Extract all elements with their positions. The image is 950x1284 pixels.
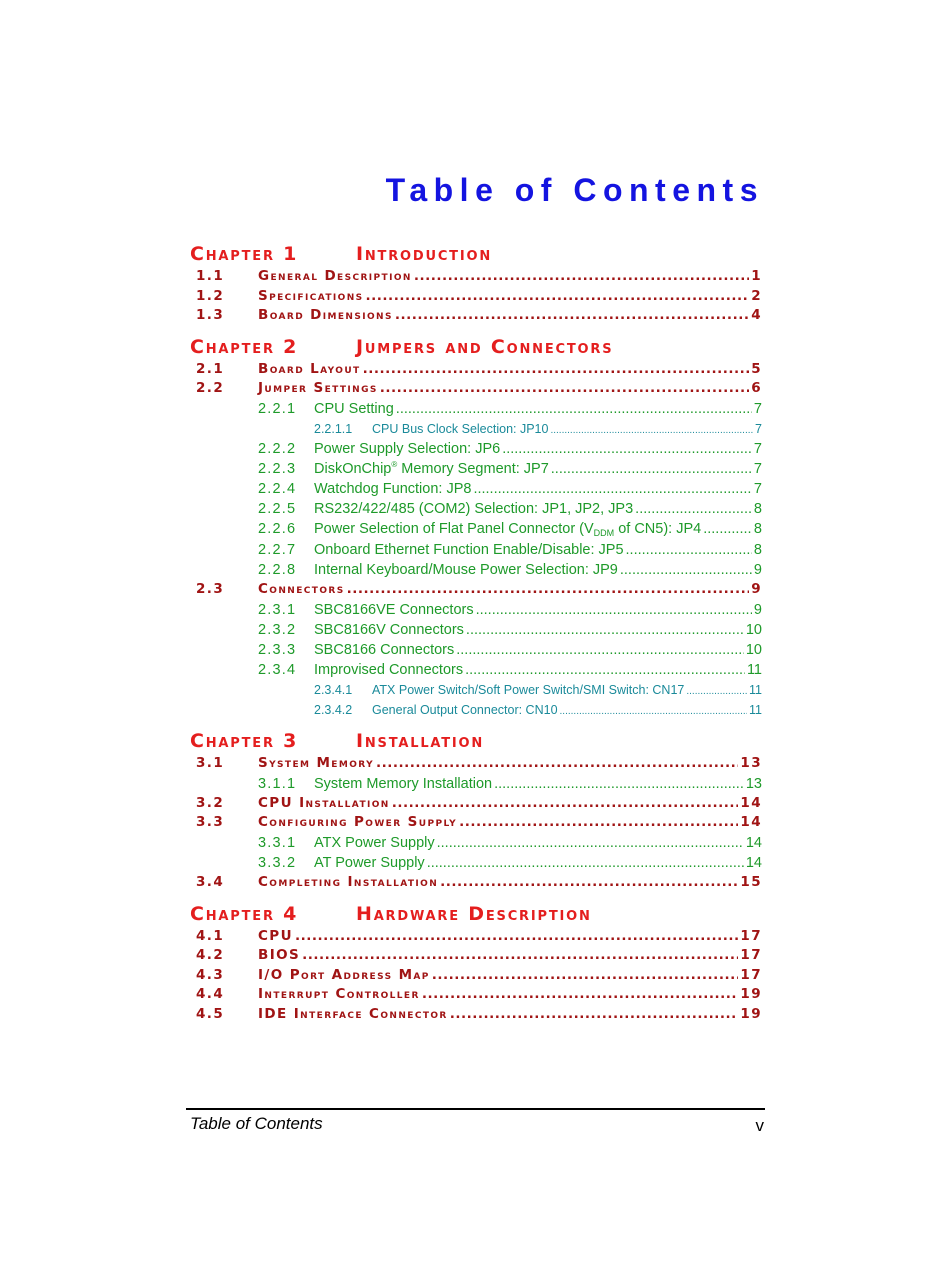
dot-leader	[450, 1005, 739, 1025]
entry-number: 2.3.2	[258, 621, 297, 638]
entry-title	[314, 620, 464, 640]
entry-title-text: Power Supply Selection: JP6	[314, 440, 501, 457]
entry-page-number: 8	[753, 541, 762, 558]
toc-entry-level-1[interactable]	[190, 379, 762, 399]
dot-leader	[414, 267, 749, 287]
footer-divider	[186, 1108, 765, 1110]
footer-title: Table of Contents	[190, 1114, 323, 1133]
chapter-label: Chapter 2	[190, 335, 299, 358]
toc-entry-level-2[interactable]	[190, 660, 762, 680]
dot-leader	[635, 499, 752, 519]
entry-title-continued: Memory Segment: JP7	[397, 460, 549, 477]
entry-number: 3.2	[196, 794, 225, 811]
entry-title-text: Board Dimensions	[258, 307, 393, 323]
entry-number: 4.5	[196, 1005, 225, 1022]
entry-page-number: 9	[753, 601, 762, 618]
entry-title	[314, 833, 435, 853]
toc-entry-level-1[interactable]	[190, 360, 762, 380]
entry-title	[372, 680, 684, 700]
toc-entry-level-2[interactable]	[190, 499, 762, 519]
entry-title	[314, 479, 471, 499]
entry-title	[258, 360, 361, 380]
entry-title	[314, 640, 454, 660]
entry-title	[372, 419, 548, 439]
entry-title	[258, 813, 457, 833]
dot-leader	[456, 640, 744, 660]
entry-number: 2.3.1	[258, 601, 297, 618]
entry-title	[258, 379, 378, 399]
chapter-title: Introduction	[356, 243, 493, 265]
entry-page-number: 8	[753, 501, 762, 518]
entry-title	[258, 267, 412, 287]
entry-page-number: 17	[740, 947, 762, 964]
entry-title	[314, 600, 474, 620]
entry-page-number: 7	[753, 481, 762, 498]
toc-entry-level-2[interactable]	[190, 479, 762, 499]
entry-number: 1.3	[196, 307, 225, 323]
entry-title-text: Interrupt Controller	[258, 986, 420, 1003]
entry-title-text: BIOS	[258, 947, 301, 964]
entry-title-text: Power Selection of Flat Panel Connector (V	[314, 521, 594, 538]
entry-title-text: Watchdog Function: JP8	[314, 481, 472, 498]
toc-entry-level-3[interactable]	[190, 680, 762, 700]
entry-title	[258, 794, 390, 814]
dot-leader	[465, 660, 745, 680]
entry-number: 3.3	[196, 814, 225, 831]
dot-leader	[437, 833, 744, 853]
toc-entry-level-1[interactable]	[190, 1005, 762, 1025]
entry-title-text: Connectors	[258, 581, 345, 597]
entry-number: 2.3.4.2	[314, 703, 353, 718]
toc-entry-level-1[interactable]	[190, 927, 762, 947]
entry-number: 4.2	[196, 947, 225, 964]
entry-page-number: 7	[753, 460, 762, 477]
entry-page-number: 2	[751, 287, 762, 304]
entry-number: 2.3.4	[258, 662, 297, 679]
entry-title-text: System Memory	[258, 755, 375, 772]
toc-entry-level-1[interactable]	[190, 287, 762, 307]
entry-page-number: 13	[740, 755, 762, 772]
dot-leader	[295, 927, 738, 947]
entry-number: 3.3.1	[258, 834, 297, 851]
entry-number: 2.2.3	[258, 460, 297, 477]
toc-entry-level-1[interactable]	[190, 813, 762, 833]
entry-page-number: 13	[745, 775, 762, 792]
dot-leader	[432, 966, 739, 986]
entry-title-text: Specifications	[258, 287, 364, 304]
entry-number: 2.2.5	[258, 501, 297, 518]
entry-page-number: 17	[740, 966, 762, 983]
dot-leader	[494, 774, 744, 794]
entry-title-text: SBC8166V Connectors	[314, 621, 464, 638]
entry-page-number: 9	[753, 561, 762, 578]
entry-number: 3.1	[196, 755, 225, 772]
toc-entry-level-2[interactable]	[190, 560, 762, 580]
entry-title	[314, 560, 618, 580]
dot-leader	[473, 479, 751, 499]
entry-title	[258, 927, 293, 947]
entry-title-text: SBC8166VE Connectors	[314, 601, 474, 618]
entry-title-text: I/O Port Address Map	[258, 966, 430, 983]
entry-title	[314, 853, 425, 873]
entry-title	[314, 459, 549, 479]
entry-number: 3.3.2	[258, 855, 297, 872]
entry-title-continued: of CN5): JP4	[614, 521, 702, 538]
entry-title	[258, 754, 374, 774]
entry-title-text: ATX Power Switch/Soft Power Switch/SMI Switch: CN17	[372, 683, 685, 698]
entry-page-number: 10	[745, 621, 762, 638]
chapter-heading[interactable]	[190, 728, 762, 754]
entry-page-number: 4	[751, 307, 762, 323]
entry-page-number: 15	[740, 874, 762, 891]
toc-entry-level-1[interactable]	[190, 794, 762, 814]
entry-number: 2.2.1	[258, 400, 297, 417]
registered-mark: ®	[391, 459, 398, 469]
footer-page-number: v	[755, 1116, 764, 1135]
toc-entry-level-2[interactable]	[190, 459, 762, 479]
entry-number: 2.2.8	[258, 561, 297, 578]
chapter-label: Chapter 4	[190, 902, 299, 925]
entry-title	[314, 439, 500, 459]
dot-leader	[466, 620, 744, 640]
entry-title-text: SBC8166 Connectors	[314, 641, 455, 658]
dot-leader	[686, 680, 747, 700]
page-title: Table of Contents	[385, 172, 764, 208]
entry-title-text: Completing Installation	[258, 874, 439, 891]
dot-leader	[392, 794, 739, 814]
toc-entry-level-1[interactable]	[190, 306, 762, 326]
entry-page-number: 7	[753, 440, 762, 457]
toc-entry-level-3[interactable]	[190, 419, 762, 439]
toc-entry-level-2[interactable]	[190, 853, 762, 873]
entry-page-number: 14	[745, 834, 762, 851]
entry-title	[258, 946, 300, 966]
dot-leader	[395, 306, 749, 326]
toc-entry-level-2[interactable]	[190, 399, 762, 419]
chapter-label: Chapter 3	[190, 730, 299, 753]
dot-leader	[620, 560, 752, 580]
chapter-heading[interactable]	[190, 901, 762, 927]
entry-title	[258, 580, 345, 600]
entry-title	[314, 499, 633, 519]
toc-entry-level-2[interactable]	[190, 519, 762, 539]
entry-page-number: 11	[749, 683, 762, 698]
entry-title	[314, 519, 701, 539]
dot-leader	[560, 700, 747, 720]
toc-entry-level-1[interactable]	[190, 267, 762, 287]
toc-entry-level-1[interactable]	[190, 985, 762, 1005]
dot-leader	[380, 379, 749, 399]
chapter-title: Hardware Description	[356, 902, 592, 925]
entry-title	[314, 399, 394, 419]
entry-title-text: Improvised Connectors	[314, 662, 464, 679]
entry-page-number: 9	[751, 581, 762, 597]
entry-title-text: AT Power Supply	[314, 855, 425, 872]
entry-page-number: 7	[753, 400, 762, 417]
toc-entry-level-1[interactable]	[190, 754, 762, 774]
toc-entry-level-1[interactable]	[190, 873, 762, 893]
entry-number: 4.1	[196, 927, 225, 944]
entry-page-number: 1	[751, 268, 762, 284]
entry-title-text: System Memory Installation	[314, 775, 493, 792]
entry-page-number: 11	[749, 703, 762, 718]
entry-number: 2.1	[196, 360, 225, 377]
chapter-title: Jumpers and Connectors	[356, 335, 614, 358]
entry-number: 2.3	[196, 581, 225, 597]
dot-leader	[366, 287, 750, 307]
entry-title-text: CPU Installation	[258, 794, 390, 811]
entry-title	[258, 873, 438, 893]
entry-number: 2.3.4.1	[314, 683, 353, 698]
entry-page-number: 19	[740, 1005, 762, 1022]
toc-entry-level-2[interactable]	[190, 439, 762, 459]
entry-number: 3.1.1	[258, 775, 297, 792]
entry-title	[258, 966, 430, 986]
dot-leader	[396, 399, 752, 419]
entry-page-number: 5	[751, 360, 762, 377]
toc-entry-level-2[interactable]	[190, 774, 762, 794]
entry-number: 4.3	[196, 966, 225, 983]
toc-entry-level-1[interactable]	[190, 966, 762, 986]
subscript-text: DDM	[593, 528, 615, 539]
chapter-heading[interactable]	[190, 241, 762, 267]
dot-leader	[626, 540, 752, 560]
entry-title-text: CPU	[258, 927, 293, 944]
entry-number: 2.2.7	[258, 541, 297, 558]
dot-leader	[347, 580, 750, 600]
entry-page-number: 6	[751, 380, 762, 396]
entry-title-text: DiskOnChip	[314, 460, 392, 477]
entry-number: 2.2.2	[258, 440, 297, 457]
entry-title-text: Internal Keyboard/Mouse Power Selection: JP9	[314, 561, 618, 578]
entry-title	[258, 1005, 448, 1025]
entry-title	[314, 660, 463, 680]
toc-entry-level-2[interactable]	[190, 540, 762, 560]
dot-leader	[440, 873, 738, 893]
toc-entry-level-2[interactable]	[190, 640, 762, 660]
dot-leader	[376, 754, 738, 774]
dot-leader	[502, 439, 752, 459]
entry-page-number: 11	[746, 662, 762, 679]
entry-title	[258, 306, 393, 326]
entry-page-number: 14	[740, 794, 762, 811]
table-of-contents	[190, 241, 762, 1024]
entry-title-text: Configuring Power Supply	[258, 814, 458, 831]
chapter-label: Chapter 1	[190, 243, 299, 265]
entry-page-number: 17	[740, 927, 762, 944]
entry-title-text: Onboard Ethernet Function Enable/Disable: JP5	[314, 541, 624, 558]
entry-title-text: General Output Connector: CN10	[372, 703, 558, 718]
entry-page-number: 7	[755, 421, 762, 436]
dot-leader	[703, 519, 752, 539]
toc-entry-level-1[interactable]	[190, 580, 762, 600]
dot-leader	[459, 813, 738, 833]
entry-title	[258, 287, 364, 307]
entry-number: 1.2	[196, 287, 225, 304]
entry-title-text: ATX Power Supply	[314, 834, 435, 851]
dot-leader	[551, 459, 752, 479]
dot-leader	[302, 946, 738, 966]
entry-title-text: Jumper Settings	[258, 380, 378, 396]
entry-page-number: 14	[745, 855, 762, 872]
entry-title-text: General Description	[258, 268, 412, 284]
chapter-heading[interactable]	[190, 334, 762, 360]
entry-title	[372, 700, 558, 720]
dot-leader	[427, 853, 744, 873]
chapter-title: Installation	[356, 730, 485, 753]
toc-entry-level-2[interactable]	[190, 833, 762, 853]
toc-entry-level-2[interactable]	[190, 620, 762, 640]
entry-number: 1.1	[196, 268, 225, 284]
entry-title-text: IDE Interface Connector	[258, 1005, 448, 1022]
dot-leader	[476, 600, 752, 620]
entry-number: 2.3.3	[258, 641, 297, 658]
toc-entry-level-3[interactable]	[190, 700, 762, 720]
toc-entry-level-1[interactable]	[190, 946, 762, 966]
toc-entry-level-2[interactable]	[190, 600, 762, 620]
entry-number: 2.2	[196, 380, 225, 396]
entry-number: 2.2.4	[258, 481, 297, 498]
dot-leader	[363, 360, 750, 380]
entry-title-text: CPU Bus Clock Selection: JP10	[372, 421, 549, 436]
entry-title	[314, 540, 624, 560]
entry-title-text: RS232/422/485 (COM2) Selection: JP1, JP2, JP3	[314, 501, 634, 518]
entry-number: 2.2.6	[258, 521, 297, 538]
entry-page-number: 14	[740, 814, 762, 831]
entry-title	[314, 774, 492, 794]
entry-title-text: CPU Setting	[314, 400, 394, 417]
entry-number: 3.4	[196, 874, 225, 891]
entry-page-number: 8	[753, 521, 762, 538]
entry-number: 2.2.1.1	[314, 421, 353, 436]
entry-title	[258, 985, 420, 1005]
entry-page-number: 19	[740, 986, 762, 1003]
dot-leader	[422, 985, 739, 1005]
entry-page-number: 10	[745, 641, 762, 658]
entry-number: 4.4	[196, 986, 225, 1003]
dot-leader	[550, 419, 753, 439]
entry-title-text: Board Layout	[258, 360, 361, 377]
